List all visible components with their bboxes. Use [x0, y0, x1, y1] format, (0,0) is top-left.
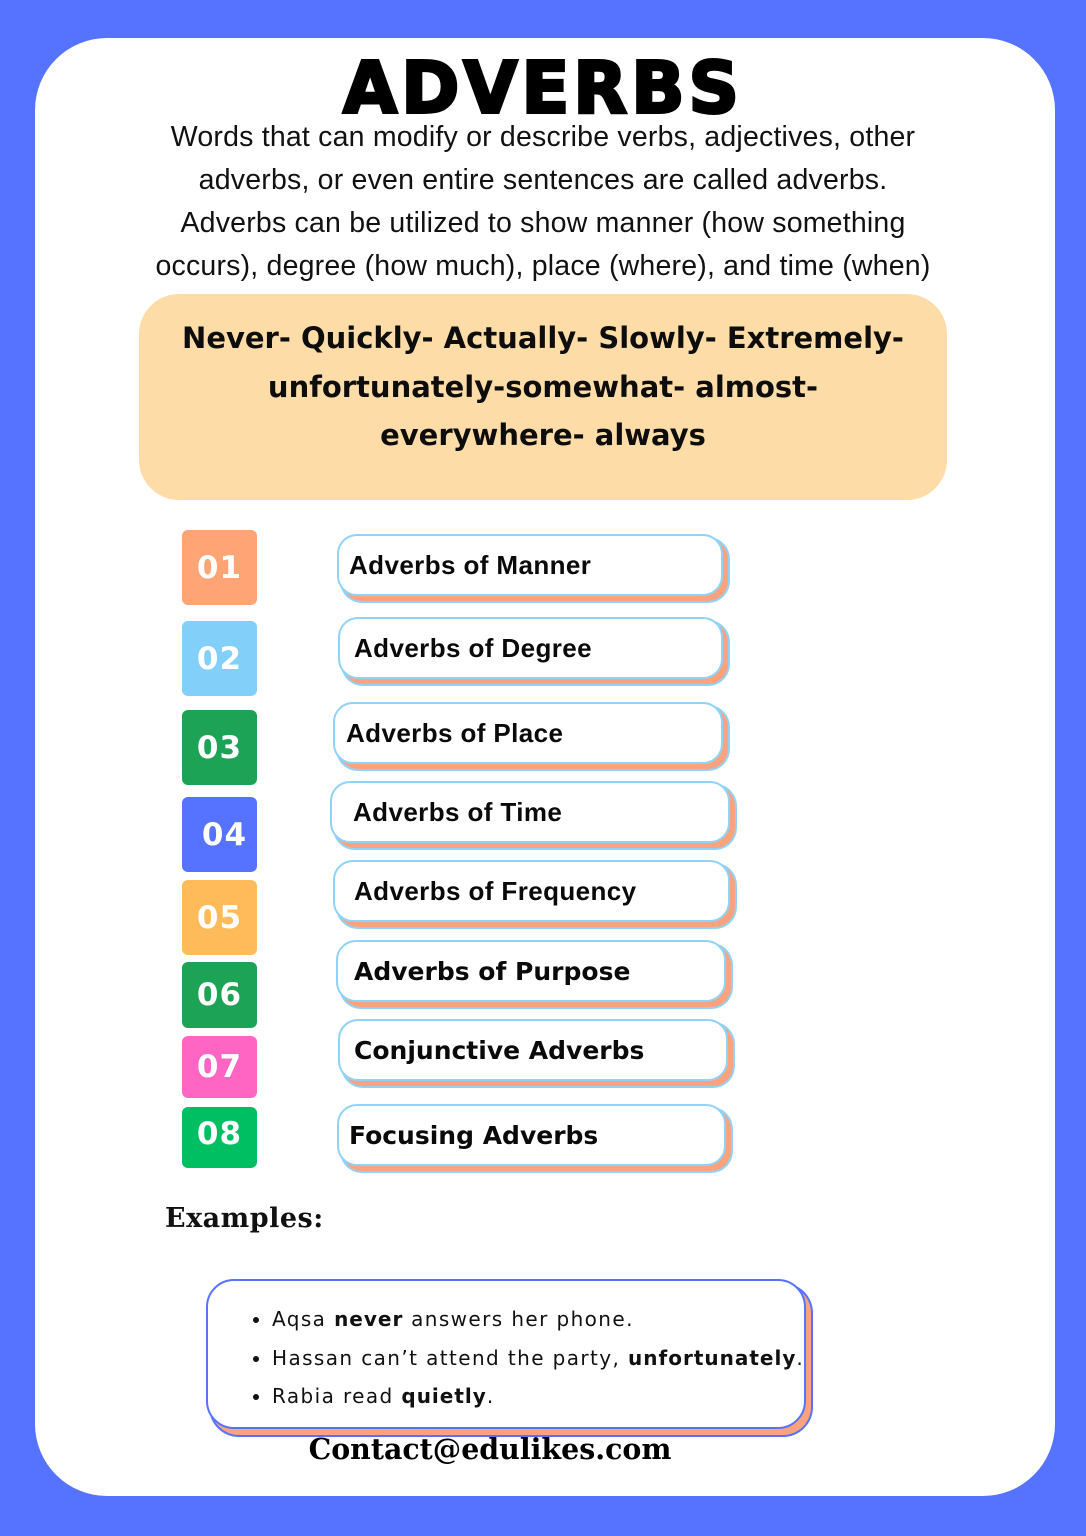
- type-pill-time: [330, 781, 730, 843]
- word-line: Never- Quickly- Actually- Slowly- Extremely-: [182, 321, 904, 355]
- number-badge-03: 03: [182, 710, 257, 785]
- type-label: Focusing Adverbs: [349, 1120, 599, 1150]
- type-pill-degree: [338, 617, 723, 679]
- example-text: Rabia read: [272, 1384, 402, 1408]
- example-text: .: [796, 1345, 805, 1370]
- type-label: Adverbs of Place: [346, 717, 564, 748]
- examples-heading: Examples:: [165, 1203, 324, 1234]
- number-badge-07: 07: [182, 1036, 257, 1098]
- examples-list: [208, 1300, 804, 1416]
- type-pill-frequency: [333, 860, 730, 922]
- example-adverb: never: [334, 1307, 404, 1331]
- number-badge-05: 05: [182, 880, 257, 955]
- type-label: Adverbs of Time: [353, 796, 563, 827]
- type-label: Adverbs of Purpose: [354, 956, 631, 986]
- type-pill-focusing: [337, 1104, 726, 1166]
- number-badge-02: 02: [182, 621, 257, 696]
- intro-line: adverbs, or even entire sentences are called adverbs.: [198, 164, 888, 196]
- type-label: Conjunctive Adverbs: [354, 1035, 645, 1065]
- example-adverb: unfortunately: [628, 1345, 797, 1370]
- example-words-text: [150, 314, 936, 460]
- intro-line: occurs), degree (how much), place (where), and time (when): [155, 250, 931, 282]
- type-label: Adverbs of Frequency: [354, 875, 637, 906]
- word-line: everywhere- always: [380, 418, 706, 452]
- contact-email[interactable]: Contact@edulikes.com: [308, 1432, 672, 1466]
- number-badge-01: 01: [182, 530, 257, 605]
- number-badge-04: 04: [182, 797, 257, 872]
- type-pill-manner: [337, 534, 723, 596]
- intro-line: Words that can modify or describe verbs, adjectives, other: [170, 121, 916, 153]
- examples-box: [206, 1279, 806, 1429]
- example-text: answers her phone.: [403, 1307, 634, 1331]
- type-label: Adverbs of Manner: [349, 549, 592, 580]
- example-item: [272, 1377, 804, 1416]
- type-pill-place: [333, 702, 723, 764]
- number-badge-08: 08: [182, 1107, 257, 1168]
- example-item: [272, 1300, 804, 1339]
- type-pill-conjunctive: [338, 1019, 728, 1081]
- intro-paragraph: [110, 116, 976, 288]
- type-label: Adverbs of Degree: [354, 632, 592, 663]
- example-text: .: [486, 1384, 495, 1408]
- example-adverb: quietly: [401, 1384, 487, 1408]
- example-item: [272, 1339, 804, 1378]
- example-text: Aqsa: [272, 1307, 335, 1331]
- type-pill-purpose: [336, 940, 726, 1002]
- intro-line: Adverbs can be utilized to show manner (how something: [180, 207, 906, 239]
- example-text: Hassan can’t attend the party,: [272, 1345, 629, 1370]
- word-line: unfortunately-somewhat- almost-: [267, 369, 819, 404]
- page-title: ADVERBS: [343, 46, 743, 130]
- number-badge-06: 06: [182, 962, 257, 1028]
